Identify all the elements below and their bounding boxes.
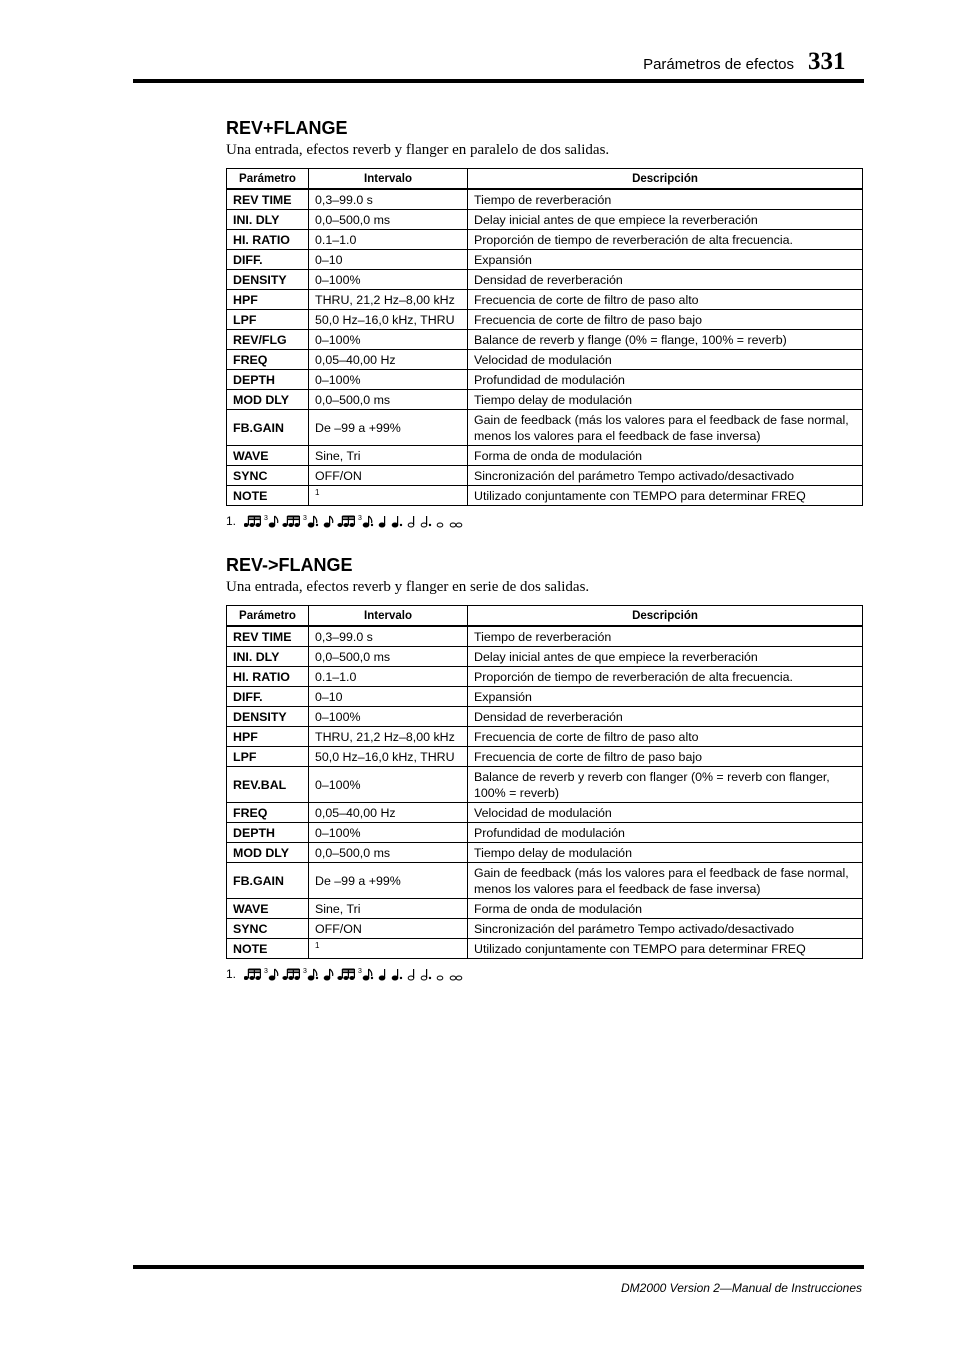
param-desc-cell: Balance de reverb y flange (0% = flange, 100% = reverb): [468, 330, 863, 350]
param-desc-cell: Tiempo delay de modulación: [468, 843, 863, 863]
table-row: [227, 210, 863, 230]
table-row: [227, 899, 863, 919]
note-values-icon: [244, 514, 544, 528]
param-desc-cell: Utilizado conjuntamente con TEMPO para determinar FREQ: [468, 939, 863, 959]
footer-rule: [133, 1265, 864, 1269]
param-desc-cell: Delay inicial antes de que empiece la reverberación: [468, 647, 863, 667]
param-name-cell: WAVE: [227, 446, 309, 466]
param-range-cell: 0.1–1.0: [309, 667, 468, 687]
param-range-cell: 0,0–500,0 ms: [309, 210, 468, 230]
param-range-cell: 0,0–500,0 ms: [309, 843, 468, 863]
param-desc-cell: Forma de onda de modulación: [468, 899, 863, 919]
param-name-cell: NOTE: [227, 486, 309, 506]
param-desc-cell: Tiempo de reverberación: [468, 189, 863, 210]
param-name-cell: DENSITY: [227, 707, 309, 727]
table-row: [227, 727, 863, 747]
param-name-cell: DIFF.: [227, 687, 309, 707]
table-row: [227, 390, 863, 410]
param-range-cell: 0,3–99.0 s: [309, 189, 468, 210]
param-range-cell: De –99 a +99%: [309, 863, 468, 899]
param-desc-cell: Densidad de reverberación: [468, 707, 863, 727]
table-row: [227, 939, 863, 959]
param-range-cell: 0,0–500,0 ms: [309, 647, 468, 667]
param-range-cell: De –99 a +99%: [309, 410, 468, 446]
param-range-cell: 0–100%: [309, 707, 468, 727]
param-desc-cell: Velocidad de modulación: [468, 803, 863, 823]
table-row: [227, 647, 863, 667]
column-header-desc: Descripción: [468, 169, 863, 190]
param-desc-cell: Tiempo delay de modulación: [468, 390, 863, 410]
param-range-cell: Sine, Tri: [309, 446, 468, 466]
column-header-range: Intervalo: [309, 606, 468, 627]
param-range-cell: Sine, Tri: [309, 899, 468, 919]
table-row: [227, 687, 863, 707]
param-name-cell: LPF: [227, 747, 309, 767]
table-header-row: [227, 169, 863, 190]
page-number: 331: [808, 48, 846, 75]
param-name-cell: MOD DLY: [227, 390, 309, 410]
param-desc-cell: Tiempo de reverberación: [468, 626, 863, 647]
param-name-cell: SYNC: [227, 466, 309, 486]
table-row: [227, 843, 863, 863]
section-title: REV+FLANGE: [226, 118, 348, 138]
svg-text:3: 3: [303, 968, 307, 975]
param-name-cell: DIFF.: [227, 250, 309, 270]
param-desc-cell: Profundidad de modulación: [468, 370, 863, 390]
footnote-marker: 1.: [226, 514, 237, 528]
param-desc-cell: Utilizado conjuntamente con TEMPO para determinar FREQ: [468, 486, 863, 506]
param-name-cell: LPF: [227, 310, 309, 330]
param-name-cell: FB.GAIN: [227, 410, 309, 446]
param-name-cell: REV/FLG: [227, 330, 309, 350]
param-range-cell: 0–100%: [309, 370, 468, 390]
table-row: [227, 410, 863, 446]
param-desc-cell: Gain de feedback (más los valores para el feedback de fase normal, menos los valores para el feedback de fase inversa): [468, 410, 863, 446]
footnote-reference: 1: [315, 940, 320, 950]
footer-text: DM2000 Version 2—Manual de Instrucciones: [620, 1281, 862, 1295]
param-desc-cell: Delay inicial antes de que empiece la reverberación: [468, 210, 863, 230]
parameter-table: [226, 605, 863, 959]
header-title: Parámetros de efectos: [643, 56, 794, 73]
table-row: [227, 626, 863, 647]
table-row: [227, 189, 863, 210]
table-row: [227, 707, 863, 727]
param-range-cell: OFF/ON: [309, 919, 468, 939]
svg-text:3: 3: [358, 968, 362, 975]
param-name-cell: HI. RATIO: [227, 667, 309, 687]
param-name-cell: REV TIME: [227, 189, 309, 210]
param-name-cell: SYNC: [227, 919, 309, 939]
table-row: [227, 747, 863, 767]
param-desc-cell: Sincronización del parámetro Tempo activado/desactivado: [468, 919, 863, 939]
param-desc-cell: Frecuencia de corte de filtro de paso alto: [468, 290, 863, 310]
param-name-cell: FB.GAIN: [227, 863, 309, 899]
param-range-cell: 0.1–1.0: [309, 230, 468, 250]
param-name-cell: FREQ: [227, 803, 309, 823]
table-row: [227, 466, 863, 486]
table-row: [227, 290, 863, 310]
column-header-param: Parámetro: [227, 606, 309, 627]
param-name-cell: HPF: [227, 290, 309, 310]
section-title: REV->FLANGE: [226, 555, 353, 575]
param-range-cell: 50,0 Hz–16,0 kHz, THRU: [309, 310, 468, 330]
table-row: [227, 270, 863, 290]
param-name-cell: NOTE: [227, 939, 309, 959]
param-name-cell: DEPTH: [227, 823, 309, 843]
table-row: [227, 250, 863, 270]
param-range-cell: THRU, 21,2 Hz–8,00 kHz: [309, 727, 468, 747]
table-row: [227, 803, 863, 823]
table-row: [227, 767, 863, 803]
param-name-cell: INI. DLY: [227, 210, 309, 230]
param-name-cell: REV TIME: [227, 626, 309, 647]
param-range-cell: 0–10: [309, 250, 468, 270]
param-name-cell: MOD DLY: [227, 843, 309, 863]
param-desc-cell: Sincronización del parámetro Tempo activado/desactivado: [468, 466, 863, 486]
svg-text:3: 3: [264, 968, 268, 975]
svg-text:3: 3: [358, 515, 362, 522]
param-name-cell: DEPTH: [227, 370, 309, 390]
table-row: [227, 230, 863, 250]
section-intro: Una entrada, efectos reverb y flanger en serie de dos salidas.: [226, 579, 590, 595]
table-row: [227, 446, 863, 466]
table-row: [227, 919, 863, 939]
section-intro: Una entrada, efectos reverb y flanger en paralelo de dos salidas.: [226, 142, 610, 158]
footnote: [226, 967, 544, 981]
table-row: [227, 823, 863, 843]
param-name-cell: DENSITY: [227, 270, 309, 290]
param-desc-cell: Expansión: [468, 250, 863, 270]
param-range-cell: 0–100%: [309, 330, 468, 350]
param-desc-cell: Densidad de reverberación: [468, 270, 863, 290]
param-name-cell: HPF: [227, 727, 309, 747]
param-name-cell: REV.BAL: [227, 767, 309, 803]
param-range-cell: [309, 939, 468, 959]
param-name-cell: WAVE: [227, 899, 309, 919]
footnote: [226, 514, 544, 528]
table-row: [227, 330, 863, 350]
param-desc-cell: Profundidad de modulación: [468, 823, 863, 843]
header-rule: [133, 79, 864, 83]
table-row: [227, 310, 863, 330]
table-header-row: [227, 606, 863, 627]
svg-text:3: 3: [303, 515, 307, 522]
param-desc-cell: Expansión: [468, 687, 863, 707]
parameter-table: [226, 168, 863, 506]
table-row: [227, 863, 863, 899]
param-name-cell: HI. RATIO: [227, 230, 309, 250]
param-range-cell: 0,0–500,0 ms: [309, 390, 468, 410]
param-range-cell: 0,3–99.0 s: [309, 626, 468, 647]
note-values-icon: [244, 967, 544, 981]
param-desc-cell: Frecuencia de corte de filtro de paso bajo: [468, 310, 863, 330]
footnote-reference: 1: [315, 487, 320, 497]
param-range-cell: OFF/ON: [309, 466, 468, 486]
param-desc-cell: Frecuencia de corte de filtro de paso bajo: [468, 747, 863, 767]
param-range-cell: 0–100%: [309, 767, 468, 803]
param-range-cell: 0–100%: [309, 823, 468, 843]
param-desc-cell: Proporción de tiempo de reverberación de alta frecuencia.: [468, 667, 863, 687]
column-header-param: Parámetro: [227, 169, 309, 190]
param-desc-cell: Balance de reverb y reverb con flanger (0% = reverb con flanger, 100% = reverb): [468, 767, 863, 803]
param-desc-cell: Velocidad de modulación: [468, 350, 863, 370]
param-desc-cell: Proporción de tiempo de reverberación de alta frecuencia.: [468, 230, 863, 250]
param-range-cell: [309, 486, 468, 506]
column-header-range: Intervalo: [309, 169, 468, 190]
table-row: [227, 370, 863, 390]
param-range-cell: 0–10: [309, 687, 468, 707]
table-row: [227, 667, 863, 687]
param-range-cell: 0–100%: [309, 270, 468, 290]
param-desc-cell: Frecuencia de corte de filtro de paso alto: [468, 727, 863, 747]
param-range-cell: 50,0 Hz–16,0 kHz, THRU: [309, 747, 468, 767]
param-range-cell: 0,05–40,00 Hz: [309, 803, 468, 823]
param-range-cell: THRU, 21,2 Hz–8,00 kHz: [309, 290, 468, 310]
param-name-cell: FREQ: [227, 350, 309, 370]
param-range-cell: 0,05–40,00 Hz: [309, 350, 468, 370]
table-row: [227, 486, 863, 506]
table-row: [227, 350, 863, 370]
footnote-marker: 1.: [226, 967, 237, 981]
param-name-cell: INI. DLY: [227, 647, 309, 667]
param-desc-cell: Gain de feedback (más los valores para el feedback de fase normal, menos los valores para el feedback de fase inversa): [468, 863, 863, 899]
svg-text:3: 3: [264, 515, 268, 522]
param-desc-cell: Forma de onda de modulación: [468, 446, 863, 466]
column-header-desc: Descripción: [468, 606, 863, 627]
